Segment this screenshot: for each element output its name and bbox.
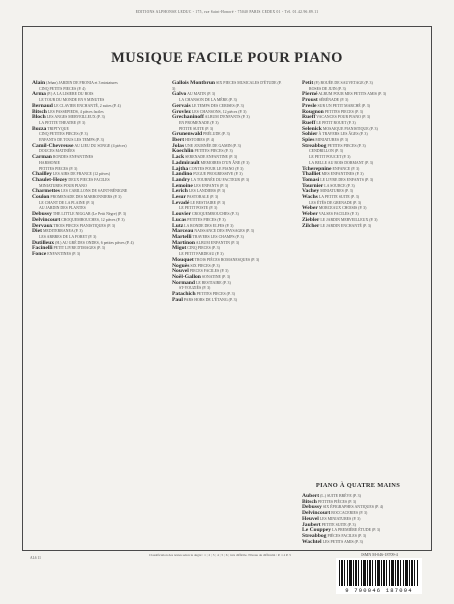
- composer-name: Rueff: [302, 114, 316, 121]
- composer-name: Galvo: [172, 91, 187, 98]
- composer-name: Gervais: [172, 102, 191, 109]
- catalog-column-3: [302, 81, 412, 229]
- work-title: SIX PIECES (P. 3): [190, 263, 220, 268]
- work-title: (H.) AU GRÉ DES ONDES, 6 petites pièces (P. 4): [55, 240, 134, 245]
- composer-name: Delvincourt: [302, 510, 331, 517]
- composer-name: Rougnon: [302, 108, 324, 115]
- composer-name: Coulon: [32, 194, 50, 201]
- catalog-entry: [302, 224, 412, 230]
- composer-name: Paul: [172, 296, 183, 303]
- composer-name: Bitsch: [32, 108, 47, 115]
- composer-name: Streabbog: [302, 532, 327, 539]
- composer-name: Tomasi: [302, 176, 320, 183]
- composer-name: Charmettes: [32, 188, 60, 195]
- work-title: UNE JOURNÉE DE GAMIN (P. 3): [185, 143, 241, 148]
- composer-name: Migot: [172, 245, 187, 252]
- composer-name: Bloch: [32, 114, 46, 121]
- work-title: (L.) SUITE BRÈVE (P. 3): [320, 494, 361, 498]
- composer-name: Lack: [172, 154, 185, 161]
- catalog-entry: [302, 144, 412, 167]
- barcode: [336, 558, 422, 594]
- composer-name: Le Couppey: [302, 527, 332, 534]
- work-title: (P.) BOUÉE DE SAUVETAGE (P. 3): [314, 81, 373, 85]
- composer-name: Lutz: [172, 222, 184, 229]
- work-title: MOSAIQUE PIANISTIQUE (P. 3): [322, 126, 378, 131]
- composer-name: Presle: [302, 102, 317, 109]
- work-title: PROMENADE DES MARRONNIERS (P. 3): [50, 195, 122, 200]
- composer-name: Landry: [172, 176, 191, 183]
- work-title: PETIT LIVRE D'IMAGES (P. 3): [53, 246, 106, 251]
- work-title: LES ENFANTS (P. 3): [193, 183, 229, 188]
- work-title: ENFANTINES (P. 3): [47, 252, 81, 257]
- work-title: CONTES POUR LE PIANO (P. 3): [189, 166, 244, 171]
- composer-name: Diet: [32, 228, 42, 235]
- work-title: SIX ÉPIGRAPHES ANTIQUES (P. 4): [322, 505, 384, 510]
- composer-name: Rueff: [302, 119, 316, 126]
- work-title: PARS HORS DE L'ÉTANG (P. 3): [183, 297, 237, 302]
- work-title: PETITES PIECES (P. 3): [327, 143, 366, 148]
- composer-name: Dutilleux: [32, 239, 55, 246]
- composer-name: Ibert: [172, 137, 185, 144]
- composer-name: Selenick: [302, 125, 322, 132]
- composer-name: Grovlez: [172, 108, 191, 115]
- work-title: PIÈCES FACILES (P. 3): [327, 533, 367, 538]
- work-title: LE JARDIN ENCHANTÉ (P. 3): [320, 223, 372, 228]
- work-title: BOCCACERIES (P. 3): [331, 511, 368, 516]
- catalog-entry: [172, 298, 282, 304]
- work-title: LA SOURCE (P. 3): [324, 183, 355, 188]
- work-title: LE TEMPS DES CERISES (P. 3): [191, 103, 244, 108]
- composer-name: Proust: [302, 97, 318, 104]
- composer-name: Petit: [302, 80, 314, 86]
- work-title: LE PETIT FARDEAU (P. 3): [179, 252, 224, 257]
- catalog-entry: [32, 81, 142, 92]
- work-title: LE BESTIAIRE (P. 3): [195, 280, 231, 285]
- work-title: TRIPTYQUE: [47, 126, 69, 131]
- four-hands-title: PIANO À QUATRE MAINS: [315, 482, 401, 489]
- work-title: TRAVERS LES CHAMPS (P. 3): [192, 234, 244, 239]
- composer-name: Bitsch: [302, 498, 317, 505]
- ismn-number: ISMN M-046-18709-4: [361, 552, 398, 557]
- work-title: ROSES DE JUIN (P. 3): [309, 86, 346, 91]
- work-title: THE LITTLE NIGGAR (Le Petit Nègre) (P. 3): [52, 212, 127, 217]
- catalog-entry: [302, 540, 414, 546]
- composer-name: Tournier: [302, 182, 324, 189]
- work-title: MES ENFANTINES (P. 3): [321, 172, 364, 177]
- composer-name: Pierné: [302, 91, 318, 98]
- composer-name: Fonce: [32, 251, 47, 258]
- barcode-bars: [339, 560, 419, 586]
- work-title: LE CHANT DE LA PLAINE (P. 3): [39, 200, 95, 205]
- composer-name: Ziebler: [302, 216, 320, 223]
- work-title: LA CHANSON DE LA MÈRE (P. 3): [179, 98, 237, 103]
- work-title: HISTOIRES (P. 4): [185, 138, 215, 143]
- work-title: MINIATURES POUR PIANO: [39, 183, 87, 188]
- composer-name: Jolas: [172, 142, 185, 149]
- four-hands-list: [302, 494, 414, 545]
- work-title: RONDES ENFANTINES: [52, 155, 94, 160]
- work-title: ST-YOUZIÈS (P. 3): [179, 286, 211, 291]
- composer-name: Dervaux: [32, 222, 53, 229]
- work-title: MEMOIRES D'UN ÂNE (P. 3): [200, 160, 250, 165]
- work-title: ENFANTS DE TOUS LES TEMPS (P. 3): [39, 138, 104, 143]
- catalog-column-1: [32, 81, 142, 258]
- composer-name: Wachtel: [302, 538, 322, 545]
- work-title: NAISSANCE DES PAYSAGES (P. 3): [194, 229, 255, 234]
- composer-name: Bozza: [32, 125, 47, 132]
- work-title: LES AIRS DE FRANCE (12 pièces): [52, 172, 111, 177]
- composer-name: Facinelli: [32, 245, 53, 252]
- work-title: PASTORALE (P. 3): [186, 195, 219, 200]
- work-title: PETITE SUITE (P. 3): [321, 522, 356, 527]
- work-title: LE JARDIN MERVEILLEUX (P. 3): [320, 217, 378, 222]
- catalog-entry: [302, 81, 412, 92]
- work-title: SUR UN PETIT MARCHÉ (P. 3): [317, 103, 370, 108]
- work-title: LA PETITE SUITE (P. 3): [318, 195, 359, 200]
- composer-name: Grunenwald: [172, 131, 203, 138]
- work-title: LA TOURNÉE DU FACTEUR (P. 3): [191, 177, 250, 182]
- work-title: LA PETITE THEATRE (P. 3): [39, 120, 86, 125]
- work-title: LE TOUR DU MONDE EN 9 MINUTES: [39, 98, 105, 103]
- work-title: PETITES PIÈCES (P. 3): [317, 499, 357, 504]
- catalog-entry: [32, 127, 142, 144]
- composer-name: Lerich: [172, 188, 188, 195]
- work-title: SONATINE (P. 3): [201, 274, 231, 279]
- composer-name: Chaulet-Hezey: [32, 176, 68, 183]
- composer-name: Debussy: [302, 504, 322, 511]
- composer-name: Nouvel: [172, 268, 189, 275]
- work-title: PETITES PIECES (P. 3): [194, 149, 233, 154]
- work-title: PETITES PIECES (P. 3): [324, 109, 364, 114]
- work-title: LE LIVRE DES ENFANTS (P. 3): [320, 177, 374, 182]
- composer-name: Heuvel: [302, 515, 319, 522]
- composer-name: Jaubert: [302, 521, 321, 528]
- work-title: TROIS PIECES PIANISTIQUES (P. 3): [53, 223, 116, 228]
- catalog-entry: [32, 155, 142, 172]
- work-title: À TRAVERS LES ÂGES (P. 3): [318, 132, 368, 137]
- composer-name: Chailley: [32, 171, 52, 178]
- composer-name: Grechaninoff: [172, 114, 204, 121]
- work-title: HARMONIE: [39, 160, 60, 165]
- composer-name: Delvincourt: [32, 216, 61, 223]
- composer-name: Debussy: [32, 211, 52, 218]
- catalog-entry: [32, 252, 142, 258]
- work-title: PRÉLUDE (P. 3): [203, 132, 230, 137]
- four-hands-section: [302, 482, 414, 545]
- catalog-entry: [32, 195, 142, 212]
- work-title: MEDITERRANEA (P. 3): [42, 229, 83, 234]
- composer-name: Thalliet: [302, 171, 321, 178]
- publisher-line: EDITIONS ALPHONSE LEDUC - 175, rue Saint-Honoré - 75040 PARIS CEDEX 01 - Tél. 01.42.96.89.11: [135, 10, 319, 14]
- work-title: LES PASSEPIEDS, 4 pièces faciles: [47, 109, 104, 114]
- work-title: EN PROMENADE (P. 3): [179, 120, 219, 125]
- work-title: LES CARILLONS DE SAINT-BÉNIGNE: [60, 189, 128, 194]
- work-title: CINQ PIECES (P. 3): [187, 246, 220, 251]
- composer-name: Louvier: [172, 211, 191, 218]
- composer-name: Aubert: [302, 493, 320, 499]
- catalog-column-2: [172, 81, 282, 303]
- composer-name: Noguès: [172, 262, 190, 269]
- work-title: CINQ PETITES PIECES (P. 3): [39, 132, 88, 137]
- catalog-entry: [32, 115, 142, 126]
- work-title: LES CHANSONS, 12 pièces (P. 3): [191, 109, 247, 114]
- work-title: ENFANCE (P. 3): [332, 166, 360, 171]
- composer-name: Martelli: [172, 233, 192, 240]
- work-title: AU JARDIN DES PLANTES: [39, 206, 86, 211]
- work-title: PETITES PIECES (P. 3): [196, 292, 235, 297]
- work-title: LA BELLE AU BOIS DORMANT (P. 3): [309, 160, 374, 165]
- composer-name: Noël-Gallon: [172, 273, 201, 280]
- composer-name: Lemoine: [172, 182, 193, 189]
- composer-name: Levadé: [172, 199, 190, 206]
- composer-name: Mouquet: [172, 256, 194, 263]
- work-title: TROIS PIÈCES ROMANESQUES (P. 3): [194, 257, 260, 262]
- composer-name: Spies: [302, 137, 315, 144]
- work-title: LES ÉTÉS DE GRENADE (P. 3): [309, 200, 362, 205]
- barcode-digits: 9 790046 187094: [345, 587, 413, 594]
- composer-name: Landino: [172, 171, 193, 178]
- work-title: CENDRILLON (P. 3): [309, 149, 344, 154]
- composer-name: Marceau: [172, 228, 194, 235]
- catalog-entry: [172, 115, 282, 132]
- work-title: DOUCES MATINÉES: [39, 149, 75, 154]
- work-title: AU LIEU DU SONGE (4 pièces): [74, 143, 127, 148]
- difficulty-legend: Classification des textes selon le degré : 1 ; 2 ; 3 ; 4 ; 5 ; 6 ; très difficile. Niveau de difficulté : P. 1 à P. 5: [149, 553, 291, 557]
- composer-name: Lajtha: [172, 165, 189, 172]
- work-title: PETITES PIECES (P. 3): [187, 217, 226, 222]
- work-title: LE CLAVIER ENCHANTÉ, 2 suites (P. 4): [53, 103, 121, 108]
- work-title: PETITE SUITE (P. 3): [179, 126, 214, 131]
- catalog-entry: [172, 81, 282, 92]
- work-title: SIX PIECES MUSICALES D'ÉTUDE (P. 3): [172, 81, 282, 91]
- composer-name: Alain: [32, 80, 46, 86]
- composer-name: Weber: [302, 205, 318, 212]
- work-title: LA PREMIÈRE ÉTUDE (P. 3): [332, 528, 381, 533]
- work-title: PETITES PIECES (P. 3): [39, 166, 78, 171]
- work-title: LES ARBRES DE LA FORET (P. 3): [39, 234, 97, 239]
- work-title: LE PETIT ROUET (P. 3): [316, 120, 356, 125]
- composer-name: Arma: [32, 91, 46, 98]
- page-title: MUSIQUE FACILE POUR PIANO: [111, 50, 343, 66]
- work-title: LE BESTIAIRE (P. 3): [190, 200, 226, 205]
- composer-name: Camil-Chevreuse: [32, 142, 74, 149]
- work-title: MINIATURES (P. 3): [315, 138, 349, 143]
- work-title: LE PETIT POSTE (P. 3): [179, 206, 218, 211]
- composer-name: Normand: [172, 279, 195, 286]
- work-title: CROQUEMBOUCHES (P. 3): [191, 212, 239, 217]
- work-title: SERENADE ENFANTINE (P. 3): [185, 155, 238, 160]
- work-title: PIECES FACILES (P. 3): [189, 269, 229, 274]
- work-title: LE PETIT POUCET (P. 3): [309, 155, 351, 160]
- composer-name: Lucas: [172, 216, 187, 223]
- work-title: MINIATURES (P. 3): [320, 189, 353, 194]
- composer-name: Tcherepnine: [302, 165, 332, 172]
- work-title: MORCEAUX CHOISIS (P. 3): [318, 206, 367, 211]
- composer-name: Gallois Montbrun: [172, 80, 216, 86]
- composer-name: Streabbog: [302, 142, 327, 149]
- work-title: ALBUM D'ENFANTS (P. 3): [204, 115, 250, 120]
- composer-name: Vachey: [302, 188, 320, 195]
- composer-name: Weber: [302, 211, 318, 218]
- work-title: LES ANGES MERVEILLEUX (P. 3): [46, 115, 105, 120]
- work-title: (Jehan) JARDIN DE FRONIA et 3 miniatures: [46, 81, 118, 85]
- work-title: DEUX PIECES FACILES: [68, 177, 110, 182]
- composer-name: Wachs: [302, 194, 318, 201]
- work-title: LES MINIATURES (P. 3): [319, 516, 361, 521]
- work-title: LES PETITS AMIS (P. 3): [322, 539, 363, 544]
- composer-name: Lesur: [172, 194, 186, 201]
- composer-name: Martinon: [172, 239, 195, 246]
- work-title: LES LANDIERS (P. 3): [188, 189, 226, 194]
- work-title: (P.) A LA LISIERE DU BOIS: [46, 92, 94, 97]
- composer-name: Ladmirault: [172, 159, 200, 166]
- work-title: CROQUEMBOUCHES, 12 pièces (P. 3): [61, 217, 125, 222]
- work-title: VACANCES POUR PIANO (P. 3): [316, 115, 371, 120]
- work-title: CINQ PETITS PIECES (P. 4): [39, 86, 86, 91]
- work-title: FUGUE PROGRESSIVE (P. 3): [193, 172, 243, 177]
- catalog-entry: [302, 195, 412, 206]
- work-title: AU MATIN (P. 3): [187, 92, 216, 97]
- composer-name: Carman: [32, 154, 52, 161]
- composer-name: Sohier: [302, 131, 318, 138]
- work-title: SÉRÉNADE (P. 3): [318, 98, 349, 103]
- composer-name: Bernaud: [32, 102, 53, 109]
- work-title: ALBUM POUR MES PETITS AMIS (P. 3): [318, 92, 387, 97]
- composer-name: Koechlin: [172, 148, 194, 155]
- catalog-reference: AL6 11: [30, 556, 41, 560]
- composer-name: Patachich: [172, 291, 196, 298]
- composer-name: Zilcher: [302, 222, 320, 229]
- work-title: LA RONDE DES ELFES (P. 3): [184, 223, 234, 228]
- work-title: VALSES FACILES (P. 3): [318, 212, 359, 217]
- work-title: ALBUM ENFANTIN (P. 3): [195, 240, 240, 245]
